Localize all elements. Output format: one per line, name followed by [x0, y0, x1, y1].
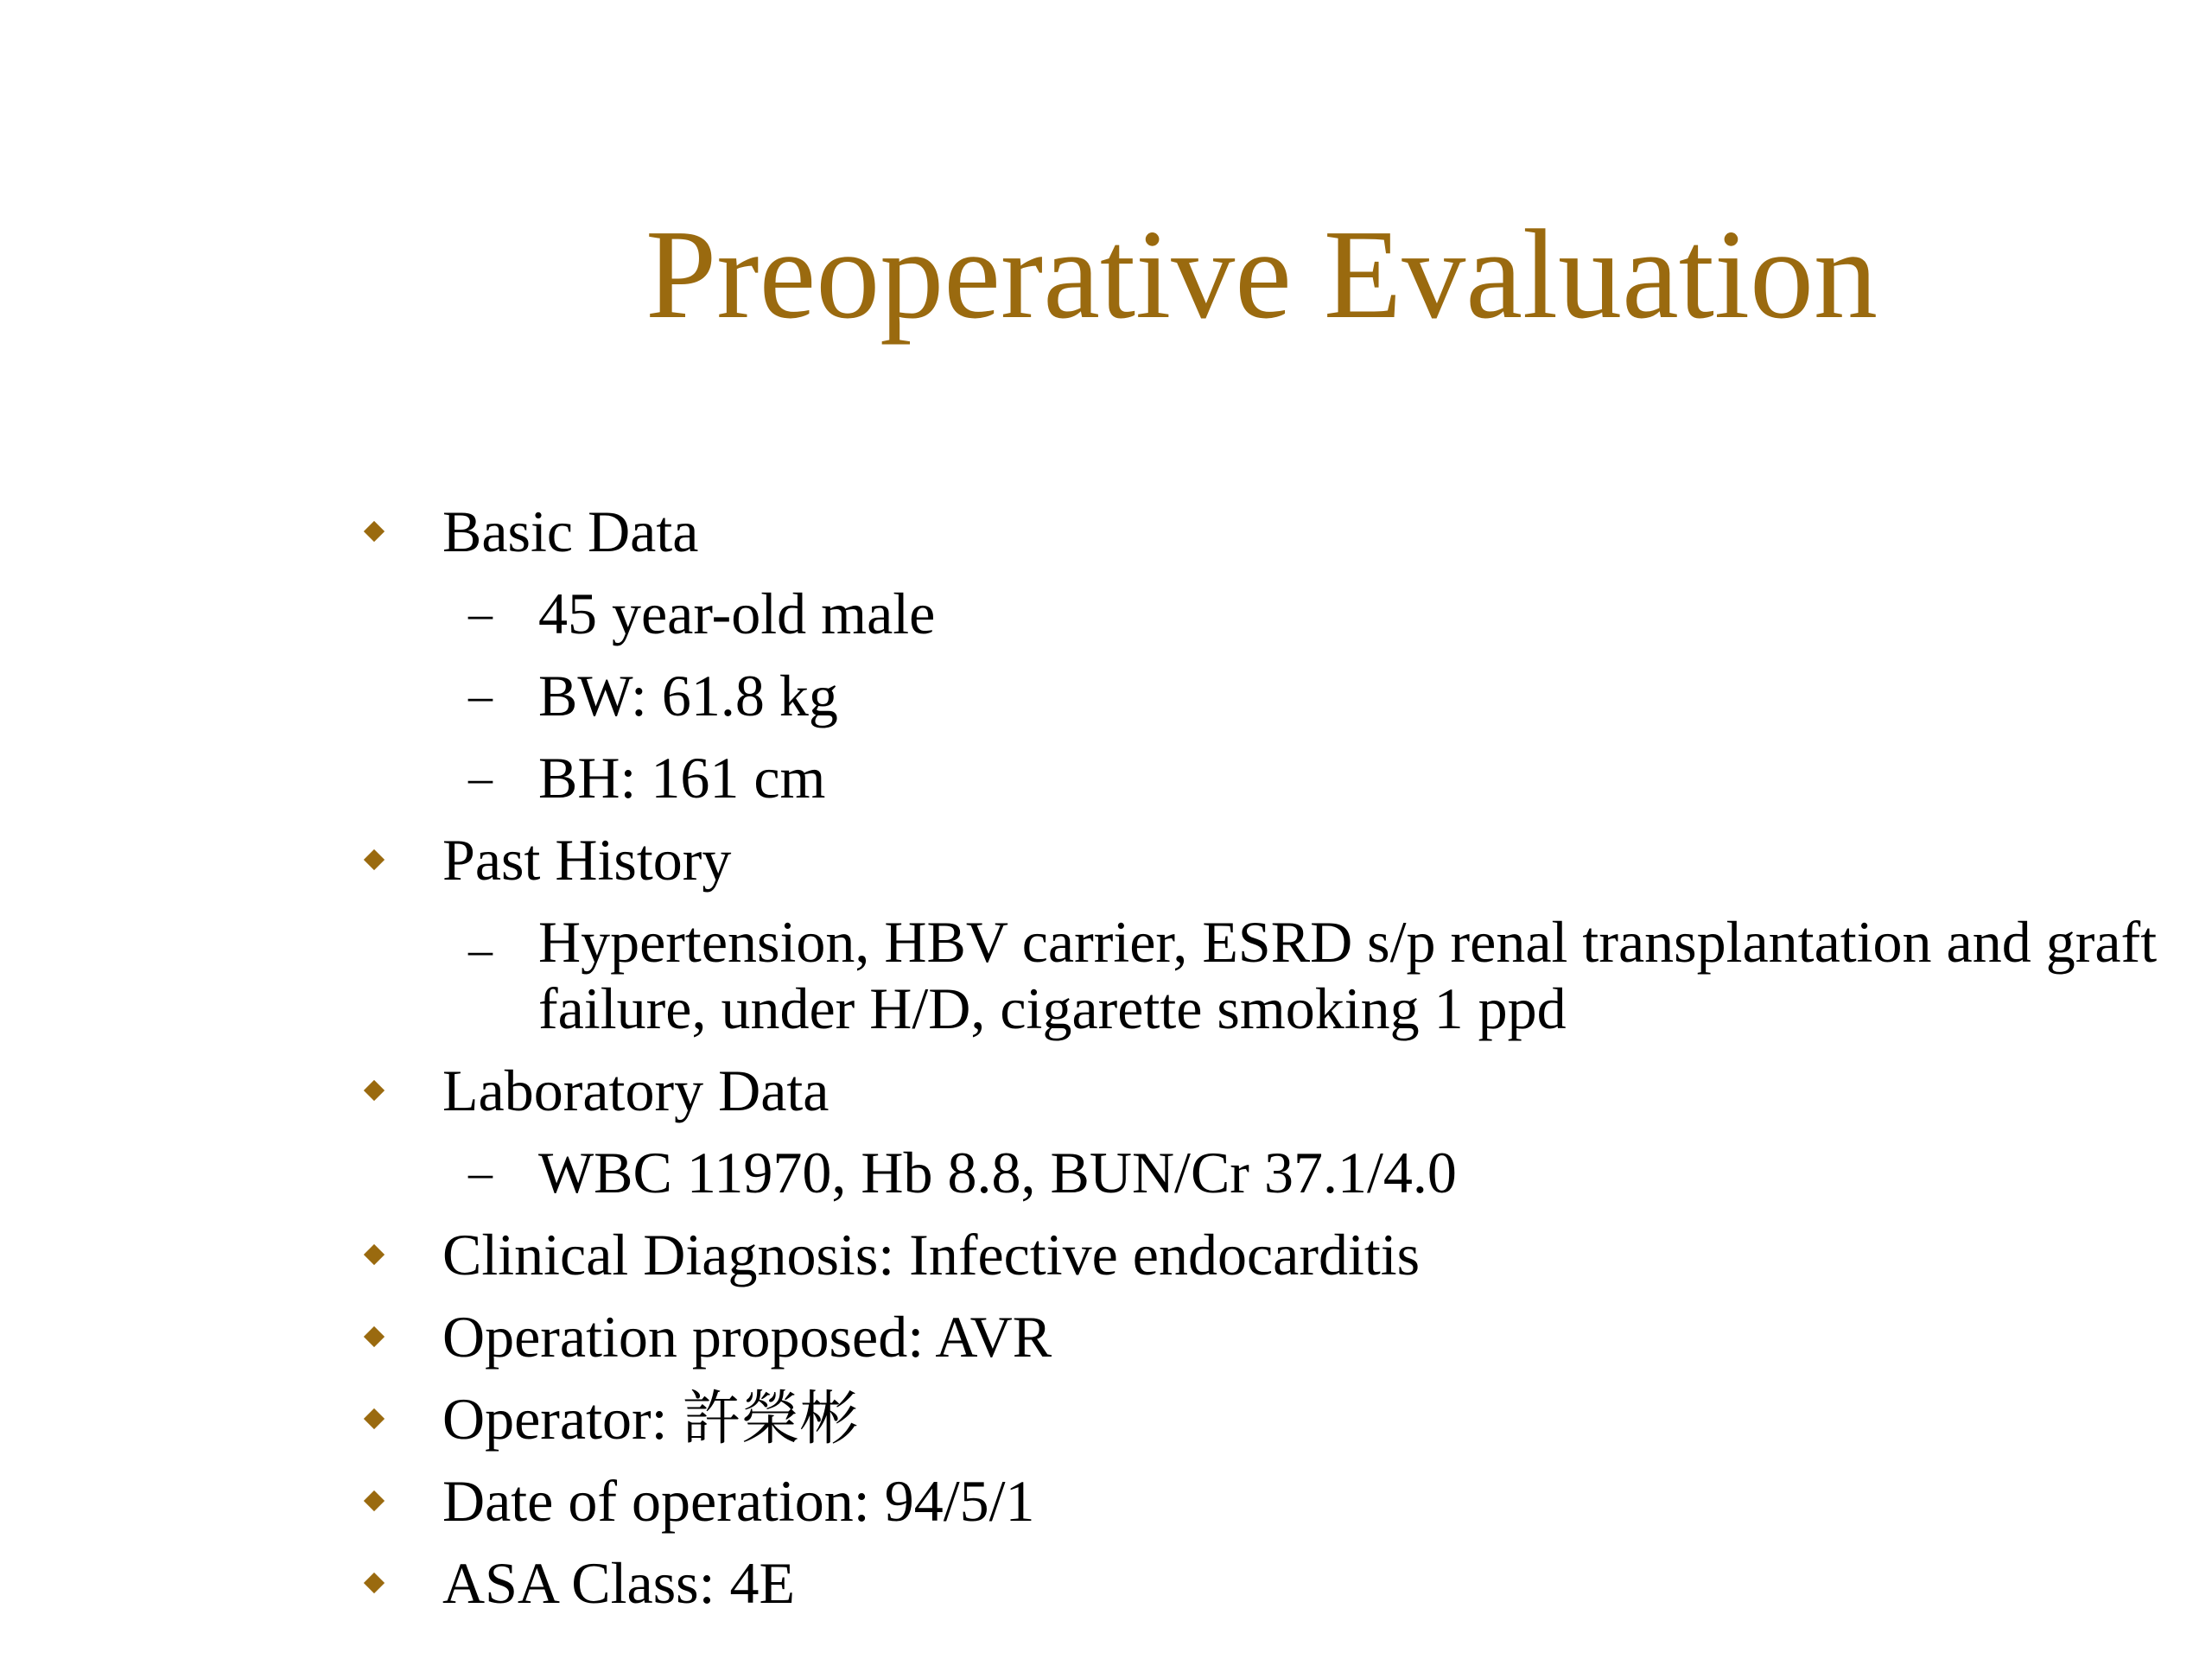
list-item-label: Date of operation: 94/5/1: [442, 1468, 1035, 1534]
list-item-laboratory-data: [354, 1050, 2169, 1132]
list-item-label: ASA Class: 4E: [442, 1550, 796, 1616]
sub-item-text: BH: 161 cm: [538, 745, 826, 810]
list-item-label: Laboratory Data: [442, 1058, 830, 1123]
dash-bullet-icon: –: [468, 923, 493, 976]
list-item-past-history: [354, 819, 2169, 901]
sub-item-text: WBC 11970, Hb 8.8, BUN/Cr 37.1/4.0: [538, 1140, 1457, 1205]
sub-item-body-weight: [354, 655, 2169, 737]
sub-item-text: BW: 61.8 kg: [538, 663, 838, 728]
list-item-operator: [354, 1378, 2169, 1460]
dash-bullet-icon: –: [468, 1146, 493, 1199]
list-item-label: Clinical Diagnosis: Infective endocarditis: [442, 1222, 1421, 1287]
list-item-operation-proposed: [354, 1296, 2169, 1378]
list-item-label: Basic Data: [442, 499, 699, 564]
diamond-bullet-icon: [364, 1408, 385, 1429]
list-item-label: Past History: [442, 827, 732, 893]
sub-item-text: 45 year-old male: [538, 581, 936, 646]
dash-bullet-icon: –: [468, 587, 493, 640]
diamond-bullet-icon: [364, 1244, 385, 1265]
diamond-bullet-icon: [364, 849, 385, 870]
dash-bullet-icon: –: [468, 751, 493, 804]
diamond-bullet-icon: [364, 1491, 385, 1511]
diamond-bullet-icon: [364, 1573, 385, 1593]
page-title: Preoperative Evaluation: [645, 204, 1878, 346]
sub-item-age-sex: [354, 573, 2169, 655]
list-item-clinical-diagnosis: [354, 1214, 2169, 1296]
sub-item-text: Hypertension, HBV carrier, ESRD s/p renal transplantation and graft failure, under H/D, cigarette smoking 1 ppd: [538, 909, 2158, 1041]
list-item-date-of-operation: [354, 1460, 2169, 1542]
diamond-bullet-icon: [364, 1080, 385, 1101]
dash-bullet-icon: –: [468, 669, 493, 722]
list-item-asa-class: [354, 1542, 2169, 1624]
sub-item-lab-values: [354, 1132, 2169, 1214]
sub-item-history-detail: [354, 901, 2169, 1050]
list-item-label: Operation proposed: AVR: [442, 1304, 1052, 1370]
bullet-list: [354, 491, 2169, 1624]
list-item-label: Operator: 許榮彬: [442, 1386, 859, 1452]
sub-item-body-height: [354, 737, 2169, 819]
diamond-bullet-icon: [364, 1326, 385, 1347]
list-item-basic-data: [354, 491, 2169, 573]
diamond-bullet-icon: [364, 521, 385, 542]
